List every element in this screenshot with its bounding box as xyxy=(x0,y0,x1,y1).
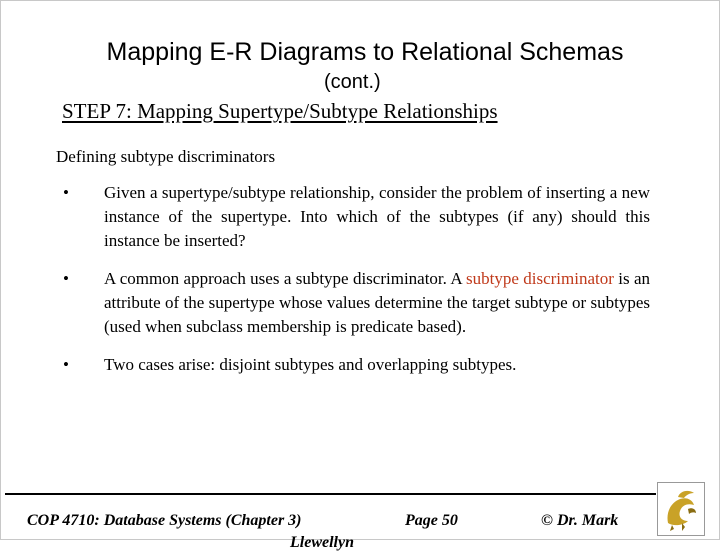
bullet-marker: • xyxy=(63,269,69,288)
bullet-text: Two cases arise: disjoint subtypes and overlapping subtypes. xyxy=(104,355,517,374)
bullet-list xyxy=(56,181,650,391)
footer-author: © Dr. Mark xyxy=(541,512,619,529)
bullet-item-two-cases xyxy=(56,353,650,377)
footer-author-overflow: Llewellyn xyxy=(290,534,354,551)
bullet-text: Given a supertype/subtype relationship, consider the problem of inserting a new instance of the supertype. Into which of the subtypes (if any) should this instance be inserted? xyxy=(104,183,650,250)
footer-course: COP 4710: Database Systems (Chapter 3) xyxy=(27,512,302,529)
slide-title-continuation: (cont.) xyxy=(324,71,381,93)
bullet-marker: • xyxy=(63,355,69,374)
bullet-text-lead: A common approach uses a subtype discriminator. A xyxy=(104,269,467,288)
pegasus-logo-icon xyxy=(657,482,705,536)
slide-title: Mapping E-R Diagrams to Relational Schemas xyxy=(106,38,624,66)
highlighted-term: subtype discriminator xyxy=(466,269,614,288)
bullet-text-tail: is an attribute of the supertype whose values determine the target subtype or subtypes (used when subclass membership is predicate based). xyxy=(104,269,650,336)
bullet-item-discriminator xyxy=(56,267,650,339)
step-heading: STEP 7: Mapping Supertype/Subtype Relationships xyxy=(62,99,498,123)
bullet-item-insert-problem xyxy=(56,181,650,253)
footer-page-number: Page 50 xyxy=(405,512,458,529)
footer-divider xyxy=(5,493,656,495)
section-heading: Defining subtype discriminators xyxy=(56,147,276,166)
bullet-marker: • xyxy=(63,183,69,202)
